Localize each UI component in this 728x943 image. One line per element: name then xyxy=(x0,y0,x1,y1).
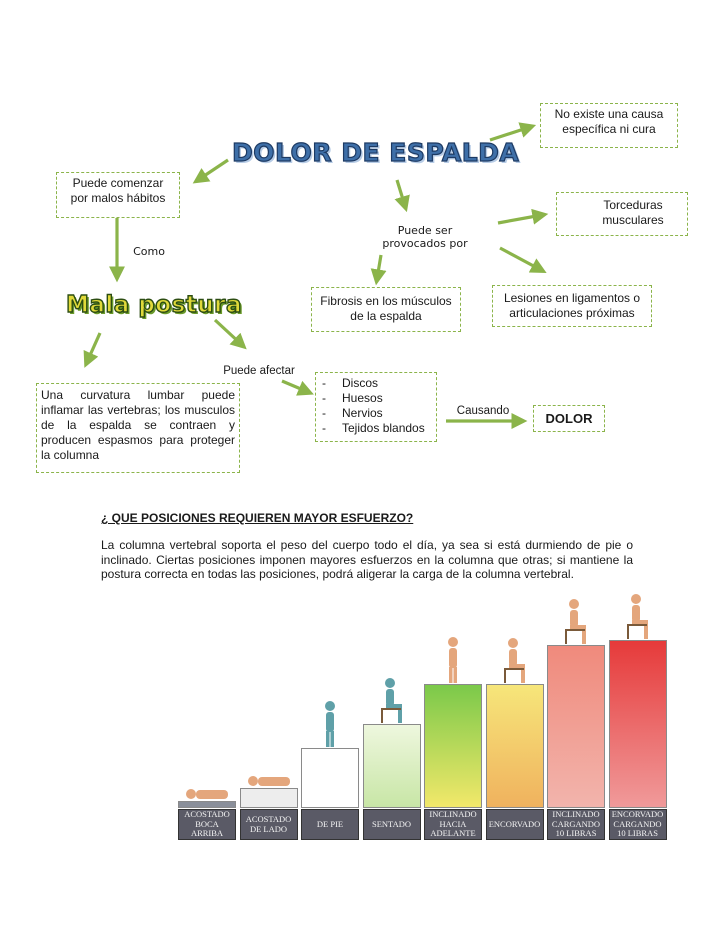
position-bar xyxy=(486,684,544,808)
node-fibrosis-text: Fibrosis en los músculos de la espalda xyxy=(320,294,452,323)
arrow-to-lista xyxy=(282,381,308,392)
label-provocados: Puede ser provocados por xyxy=(382,224,468,250)
node-lesiones-text: Lesiones en ligamentos o articulaciones próximas xyxy=(503,291,641,320)
person-figure-icon xyxy=(623,592,653,640)
person-figure-icon xyxy=(561,597,591,645)
person-figure-icon xyxy=(245,774,293,788)
node-fibrosis xyxy=(311,287,461,332)
position-label: ENCORVADO CARGANDO 10 LIBRAS xyxy=(609,809,667,840)
main-title: DOLOR DE ESPALDA xyxy=(232,138,520,167)
question-body: La columna vertebral soporta el peso del cuerpo todo el día, ya sea si está durmiendo de pie o inclinado. Ciertas posiciones imponen mayores esfuerzos en la columna que otras; si mantiene la postura correcta en todas las posiciones, podrá aligerar la carga de la columna vertebral. xyxy=(101,538,633,581)
person-figure-icon xyxy=(377,676,407,724)
list-item: - Nervios xyxy=(320,406,432,421)
person-figure-icon xyxy=(500,636,530,684)
afecta-list xyxy=(320,376,432,436)
node-dolor xyxy=(533,405,605,432)
position-bar xyxy=(547,645,605,808)
arrow-to-afectar xyxy=(215,320,242,345)
list-item: - Discos xyxy=(320,376,432,391)
person-figure-icon xyxy=(315,700,345,748)
position-bar xyxy=(363,724,421,808)
node-habitos xyxy=(56,172,180,218)
arrow-to-habitos xyxy=(198,160,228,180)
position-label: SENTADO xyxy=(363,809,421,840)
person-figure-icon xyxy=(183,787,231,801)
node-dolor-text: DOLOR xyxy=(545,411,593,426)
position-label: ACOSTADO BOCA ARRIBA xyxy=(178,809,236,840)
position-label: ACOSTADO DE LADO xyxy=(240,809,298,840)
arrow-to-torceduras xyxy=(498,215,542,223)
label-como: Como xyxy=(133,245,165,258)
arrow-to-fibrosis xyxy=(377,255,381,279)
node-torceduras-text: Torceduras musculares xyxy=(602,198,664,227)
node-curvatura xyxy=(36,383,240,473)
position-label: DE PIE xyxy=(301,809,359,840)
node-causa xyxy=(540,103,678,148)
list-item: - Tejidos blandos xyxy=(320,421,432,436)
mala-postura-title: Mala postura xyxy=(66,292,243,318)
position-bar xyxy=(609,640,667,808)
question-title: ¿ QUE POSICIONES REQUIEREN MAYOR ESFUERZO? xyxy=(101,511,414,525)
position-bar xyxy=(301,748,359,808)
node-causa-text: No existe una causa específica ni cura xyxy=(554,107,664,136)
position-bar xyxy=(424,684,482,808)
person-figure-icon xyxy=(438,636,468,684)
label-puede-afectar: Puede afectar xyxy=(223,365,295,377)
position-label: INCLINADO HACIA ADELANTE xyxy=(424,809,482,840)
positions-load-chart xyxy=(120,600,685,840)
arrow-to-provocados xyxy=(397,180,405,206)
arrow-to-lesiones xyxy=(500,248,541,270)
position-bar xyxy=(178,801,236,808)
node-habitos-text: Puede comenzar por malos hábitos xyxy=(70,176,166,205)
node-curvatura-text: Una curvatura lumbar puede inflamar las vertebras; los musculos de la espalda se contraen y producen espasmos para proteger la columna xyxy=(41,388,235,462)
node-afecta-lista xyxy=(315,372,437,442)
position-label: INCLINADO CARGANDO 10 LIBRAS xyxy=(547,809,605,840)
position-label: ENCORVADO xyxy=(486,809,544,840)
node-lesiones xyxy=(492,285,652,327)
list-item: - Huesos xyxy=(320,391,432,406)
node-torceduras xyxy=(556,192,688,236)
position-bar xyxy=(240,788,298,808)
label-causando: Causando xyxy=(456,405,510,417)
arrow-to-curvatura xyxy=(87,333,100,362)
